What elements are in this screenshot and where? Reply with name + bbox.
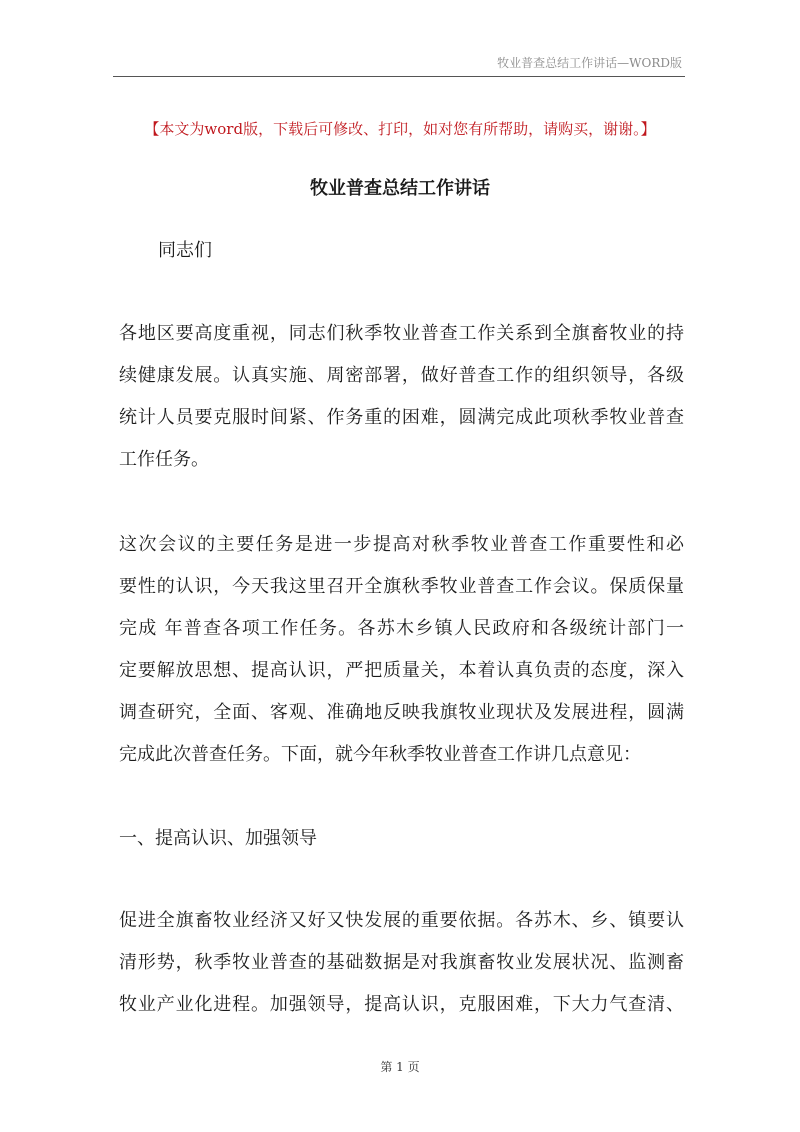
- paragraph-line: 牧业产业化进程。加强领导，提高认识，克服困难，下大力气查清、: [119, 994, 684, 1015]
- document-title: 牧业普查总结工作讲话: [310, 178, 490, 199]
- paragraph-line: 工作任务。: [119, 449, 209, 470]
- paragraph-line: 清形势，秋季牧业普查的基础数据是对我旗畜牧业发展状况、监测畜: [119, 952, 684, 973]
- paragraph-line: 促进全旗畜牧业经济又好又快发展的重要依据。各苏木、乡、镇要认: [119, 910, 684, 931]
- page-number: 第 1 页: [380, 1060, 420, 1074]
- paragraph-line: 定要解放思想、提高认识，严把质量关，本着认真负责的态度，深入: [119, 660, 684, 681]
- paragraph-line: 续健康发展。认真实施、周密部署，做好普查工作的组织领导，各级: [119, 365, 684, 386]
- paragraph-3: [119, 900, 684, 1026]
- header-divider: [113, 76, 685, 77]
- paragraph-line: 各地区要高度重视，同志们秋季牧业普查工作关系到全旗畜牧业的持: [119, 323, 684, 344]
- paragraph-line: 统计人员要克服时间紧、作务重的困难，圆满完成此项秋季牧业普查: [119, 407, 684, 428]
- paragraph-line: 完成此次普查任务。下面，就今年秋季牧业普查工作讲几点意见：: [119, 744, 641, 765]
- paragraph-2: [119, 524, 684, 776]
- section-heading: 一、提高认识、加强领导: [119, 828, 317, 849]
- paragraph-1: [119, 313, 684, 481]
- paragraph-line: 完成 年普查各项工作任务。各苏木乡镇人民政府和各级统计部门一: [119, 618, 684, 639]
- paragraph-line: 要性的认识，今天我这里召开全旗秋季牧业普查工作会议。保质保量: [119, 576, 684, 597]
- purchase-notice: 【本文为word版，下载后可修改、打印，如对您有所帮助，请购买，谢谢。】: [144, 120, 656, 138]
- header-doc-label: 牧业普查总结工作讲话—WORD版: [497, 56, 682, 70]
- paragraph-line: 调查研究，全面、客观、准确地反映我旗牧业现状及发展进程，圆满: [119, 702, 684, 723]
- greeting: 同志们: [158, 240, 212, 261]
- paragraph-line: 这次会议的主要任务是进一步提高对秋季牧业普查工作重要性和必: [119, 534, 684, 555]
